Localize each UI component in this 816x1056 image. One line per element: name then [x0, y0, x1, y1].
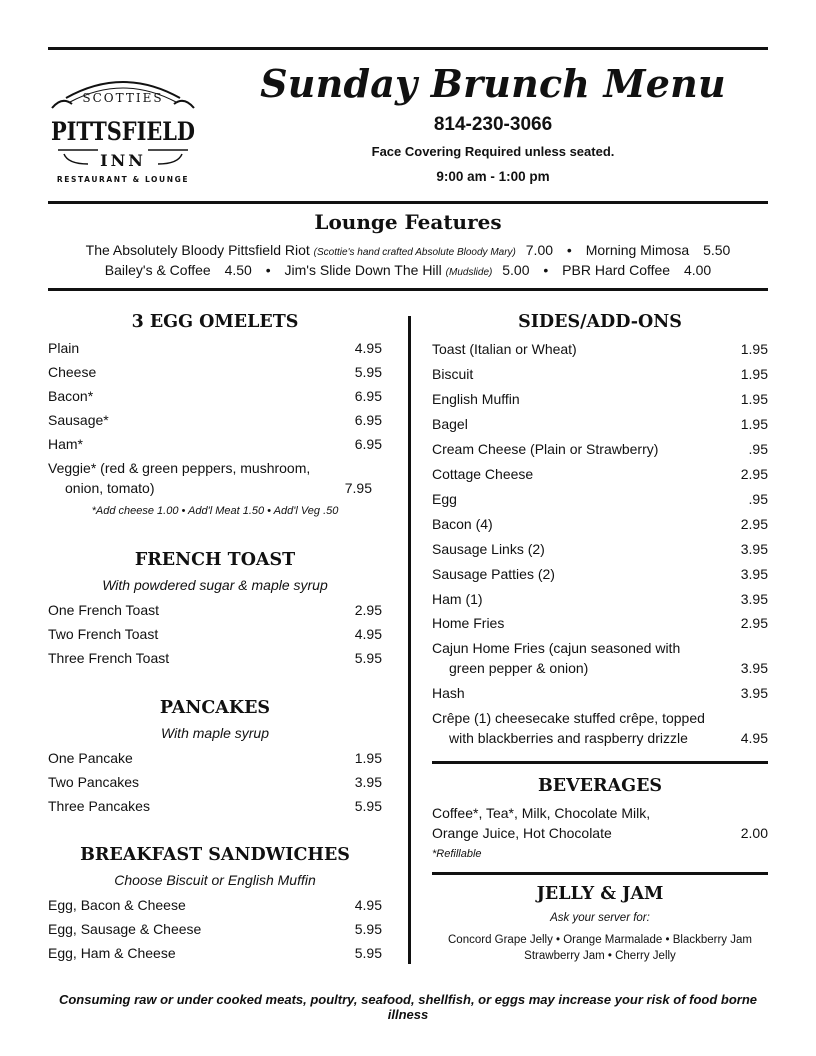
- sandwiches-title: BREAKFAST SANDWICHES: [80, 845, 350, 865]
- beverages-title: BEVERAGES: [537, 776, 663, 796]
- food-safety-warning: Consuming raw or under cooked meats, poultry, seafood, shellfish, or eggs may increase your risk of food borne illness: [58, 992, 758, 1022]
- lounge-item-price: 7.00: [525, 242, 554, 258]
- item-name: Bacon (4): [432, 516, 493, 532]
- item-price: 1.95: [740, 341, 768, 357]
- brunch-hours: 9:00 am - 1:00 pm: [436, 169, 550, 184]
- item-price: 4.95: [354, 897, 382, 913]
- item-name: Hash: [432, 685, 465, 701]
- lounge-item: PBR Hard Coffee: [562, 262, 671, 278]
- menu-item: [48, 338, 382, 358]
- item-price: 6.95: [354, 388, 382, 404]
- item-price: 4.95: [740, 730, 768, 746]
- item-name: Two French Toast: [48, 626, 159, 642]
- refillable-note: *Refillable: [432, 848, 482, 860]
- item-name: Two Pancakes: [48, 774, 140, 790]
- item-price: 1.95: [740, 366, 768, 382]
- item-name: Cream Cheese (Plain or Strawberry): [432, 441, 659, 457]
- item-name: Ham (1): [432, 591, 483, 607]
- left-column: [48, 0, 382, 1056]
- item-name-line2: with blackberries and raspberry drizzle: [449, 730, 688, 746]
- item-name: Bacon*: [48, 388, 94, 404]
- menu-item: [432, 414, 768, 434]
- jelly-title: JELLY & JAM: [536, 884, 664, 904]
- jelly-line-1: Concord Grape Jelly • Orange Marmalade • Blackberry Jam: [448, 934, 752, 946]
- menu-item: [48, 600, 382, 620]
- item-name: English Muffin: [432, 391, 520, 407]
- separator-dot: •: [566, 242, 572, 258]
- menu-item: [432, 514, 768, 534]
- sides-rule: [432, 761, 768, 764]
- menu-item: [48, 458, 382, 498]
- item-name: Bagel: [432, 416, 468, 432]
- item-price: 3.95: [740, 685, 768, 701]
- item-name: Egg, Bacon & Cheese: [48, 897, 186, 913]
- separator-dot: •: [543, 262, 549, 278]
- menu-item: [48, 943, 382, 963]
- menu-item: [48, 796, 382, 816]
- jelly-line-2: Strawberry Jam • Cherry Jelly: [524, 950, 676, 962]
- omelets-title: 3 EGG OMELETS: [131, 312, 299, 332]
- lounge-item: Morning Mimosa: [585, 242, 690, 258]
- menu-item: [432, 638, 768, 678]
- item-price: 7.95: [344, 480, 372, 496]
- item-price: 3.95: [354, 774, 382, 790]
- menu-item: [48, 748, 382, 768]
- menu-item: [432, 439, 768, 459]
- item-price: 2.95: [740, 516, 768, 532]
- menu-item: [48, 624, 382, 644]
- menu-item: [48, 648, 382, 668]
- sandwiches-subtitle: Choose Biscuit or English Muffin: [114, 872, 316, 888]
- item-price: .95: [748, 491, 768, 507]
- item-name: One Pancake: [48, 750, 133, 766]
- menu-item: [48, 434, 382, 454]
- menu-item: [48, 362, 382, 382]
- omelet-addons-note: *Add cheese 1.00 • Add'l Meat 1.50 • Add'l Veg .50: [91, 505, 339, 517]
- menu-item: [432, 339, 768, 359]
- item-name-line2: onion, tomato): [65, 480, 155, 496]
- item-price: 3.95: [740, 591, 768, 607]
- menu-item: [48, 895, 382, 915]
- french-toast-subtitle: With powdered sugar & maple syrup: [102, 577, 328, 593]
- beverage-line-1: [432, 803, 768, 823]
- item-price: 4.95: [354, 626, 382, 642]
- item-name: One French Toast: [48, 602, 160, 618]
- item-price: 4.95: [354, 340, 382, 356]
- lounge-item: Jim's Slide Down The Hill: [284, 262, 442, 278]
- separator-dot: •: [265, 262, 271, 278]
- phone-number: 814-230-3066: [433, 114, 553, 135]
- lounge-item-price: 4.50: [224, 262, 252, 278]
- item-price: 5.95: [354, 798, 382, 814]
- item-name: Cajun Home Fries (cajun seasoned with: [432, 640, 681, 656]
- lounge-item: Bailey's & Coffee: [104, 262, 211, 278]
- beverage-line-2: [432, 823, 768, 843]
- item-name: Egg, Ham & Cheese: [48, 945, 176, 961]
- item-name: Three French Toast: [48, 650, 170, 666]
- item-price: 3.95: [740, 566, 768, 582]
- pancakes-title: PANCAKES: [159, 698, 271, 718]
- logo-main-text: PITTSFIELD: [51, 117, 195, 146]
- menu-item: [432, 613, 768, 633]
- item-price: 2.95: [740, 466, 768, 482]
- pancakes-subtitle: With maple syrup: [160, 725, 270, 741]
- menu-item: [432, 489, 768, 509]
- item-price: 5.95: [354, 650, 382, 666]
- item-name: Coffee*, Tea*, Milk, Chocolate Milk,: [432, 805, 651, 821]
- menu-item: [432, 389, 768, 409]
- menu-item: [432, 539, 768, 559]
- item-price: 5.95: [354, 945, 382, 961]
- lounge-item-price: 4.00: [683, 262, 712, 278]
- lounge-item: The Absolutely Bloody Pittsfield Riot: [85, 242, 310, 258]
- lounge-item-price: 5.00: [502, 262, 530, 278]
- item-price: 2.00: [740, 825, 768, 841]
- logo-sub-text: RESTAURANT & LOUNGE: [56, 175, 190, 184]
- item-name: Egg, Sausage & Cheese: [48, 921, 202, 937]
- french-toast-title: FRENCH TOAST: [134, 550, 296, 570]
- column-divider: [408, 316, 411, 964]
- item-price: 1.95: [740, 416, 768, 432]
- item-price: 1.95: [740, 391, 768, 407]
- item-price: 5.95: [354, 921, 382, 937]
- sides-title: SIDES/ADD-ONS: [518, 312, 682, 332]
- item-price: 3.95: [740, 660, 768, 676]
- lounge-item-price: 5.50: [703, 242, 731, 258]
- lounge-item-note: (Mudslide): [445, 267, 493, 278]
- menu-item: [432, 683, 768, 703]
- item-name: Veggie* (red & green peppers, mushroom,: [48, 460, 311, 476]
- menu-item: [48, 919, 382, 939]
- logo-top-text: SCOTTIES: [82, 91, 164, 105]
- item-name-line2: green pepper & onion): [449, 660, 589, 676]
- menu-item: [432, 564, 768, 584]
- item-name: Cheese: [48, 364, 97, 380]
- item-name: Plain: [48, 340, 80, 356]
- jelly-subtitle: Ask your server for:: [550, 912, 650, 924]
- item-name: Home Fries: [432, 615, 505, 631]
- right-column: [432, 0, 768, 1056]
- item-name: Sausage*: [48, 412, 109, 428]
- item-name: Sausage Patties (2): [432, 566, 555, 582]
- item-name: Egg: [432, 491, 457, 507]
- item-name: Biscuit: [432, 366, 474, 382]
- item-name: Three Pancakes: [48, 798, 150, 814]
- item-price: .95: [748, 441, 768, 457]
- item-price: 2.95: [740, 615, 768, 631]
- menu-item: [432, 589, 768, 609]
- menu-item: [48, 410, 382, 430]
- logo-inn-text: INN: [100, 151, 146, 170]
- item-price: 6.95: [354, 412, 382, 428]
- lounge-item-note: (Scottie's hand crafted Absolute Bloody Mary): [313, 247, 516, 258]
- item-name: Crêpe (1) cheesecake stuffed crêpe, topped: [432, 710, 705, 726]
- item-price: 3.95: [740, 541, 768, 557]
- item-name: Sausage Links (2): [432, 541, 545, 557]
- item-price: 6.95: [354, 436, 382, 452]
- item-name: Orange Juice, Hot Chocolate: [432, 825, 612, 841]
- item-name: Ham*: [48, 436, 84, 452]
- menu-item: [48, 386, 382, 406]
- item-price: 1.95: [354, 750, 382, 766]
- beverages-rule: [432, 872, 768, 875]
- menu-item: [432, 364, 768, 384]
- menu-title: Sunday Brunch Menu: [260, 61, 726, 106]
- face-covering-notice: Face Covering Required unless seated.: [371, 144, 615, 159]
- item-name: Cottage Cheese: [432, 466, 534, 482]
- menu-item: [432, 464, 768, 484]
- menu-item: [432, 708, 768, 748]
- item-price: 5.95: [354, 364, 382, 380]
- item-name: Toast (Italian or Wheat): [432, 341, 577, 357]
- lounge-title: Lounge Features: [314, 210, 502, 234]
- menu-item: [48, 772, 382, 792]
- item-price: 2.95: [354, 602, 382, 618]
